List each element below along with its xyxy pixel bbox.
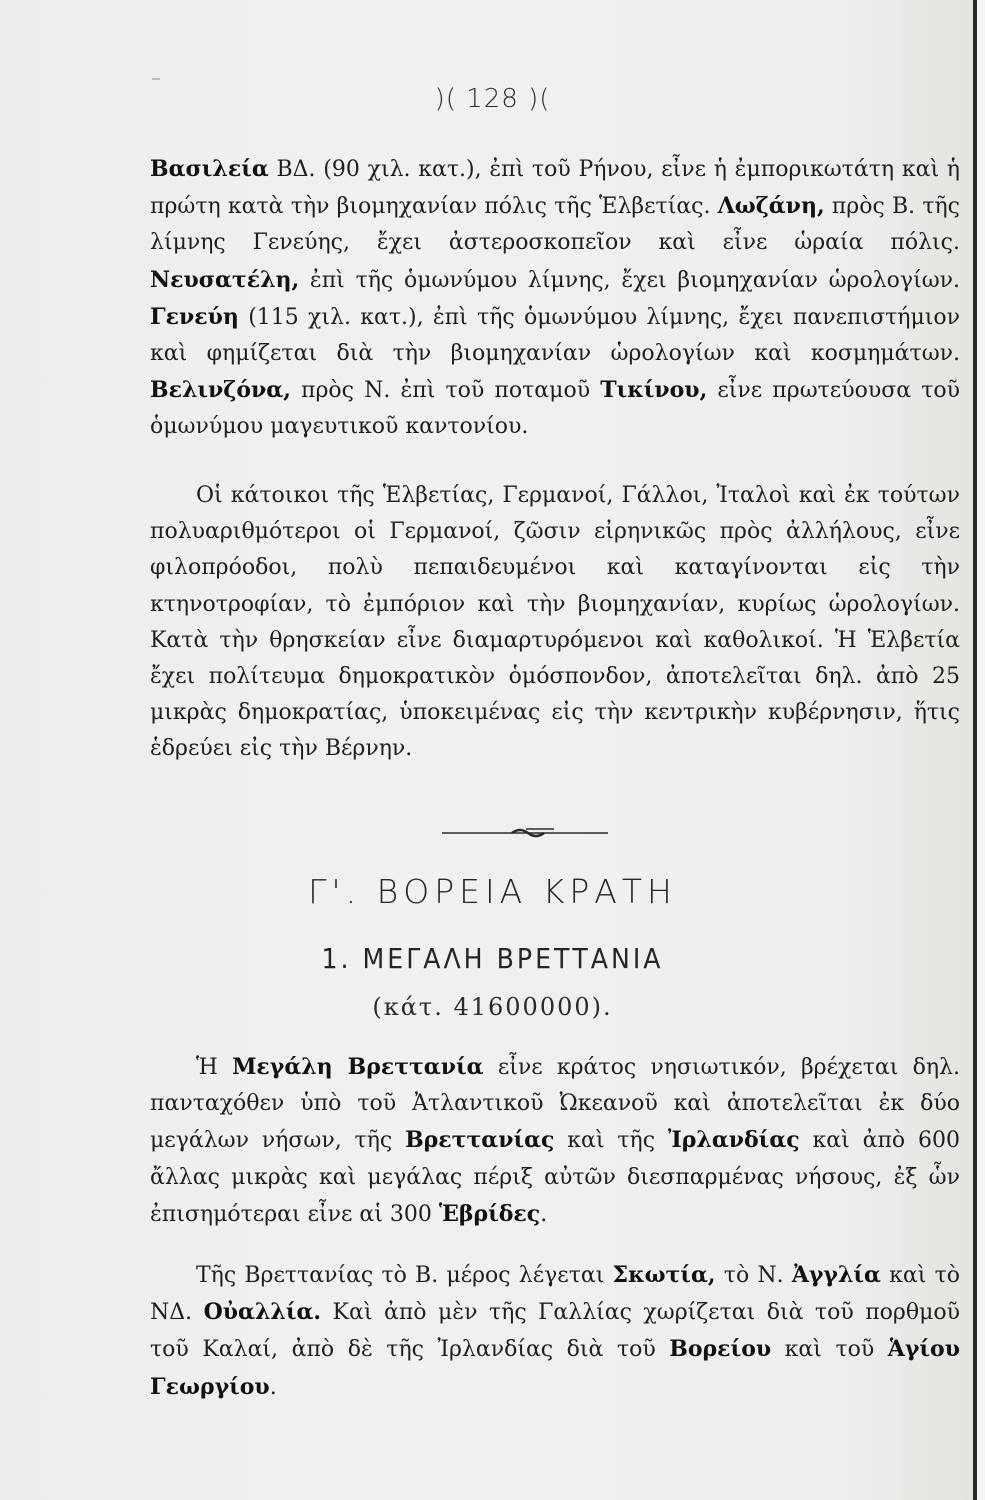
print-mark	[152, 78, 160, 80]
britain-regions-paragraph: Τῆς Βρεττανίας τὸ Β. μέρος λέγεται Σκωτία, τὸ Ν. Ἀγγλία καὶ τὸ ΝΔ. Οὐαλλία. Καὶ ἀπὸ μὲν τῆς Γαλλίας χωρίζεται διὰ τοῦ πορθμοῦ τοῦ Καλαί, ἀπὸ δὲ τῆς Ἰρλανδίας διὰ τοῦ Βορείου καὶ τοῦ Ἁγίου Γεωργίου.	[150, 1262, 960, 1400]
city-bellinzona: Βελινζόνα,	[150, 377, 291, 404]
britain-term: Βρεττανίας	[405, 1127, 555, 1154]
great-britain-term: Μεγάλη Βρεττανία	[232, 1054, 484, 1080]
ireland-term: Ἰρλανδίας	[667, 1127, 800, 1154]
switzerland-inhabitants-paragraph: Οἱ κάτοικοι τῆς Ἑλβετίας, Γερμανοί, Γάλλοι, Ἰταλοὶ καὶ ἐκ τούτων πολυαριθμότεροι οἱ Γερμανοί, ζῶσιν εἰρηνικῶς πρὸς ἀλλήλους, εἶνε φιλοπρόοδοι, πολὺ πεπαιδευμένοι καὶ καταγίνονται εἰς τὴν κτηνοτροφίαν, τὸ ἐμπόριον καὶ τὴν βιομηχανίαν, κυρίως ὡρολογίων. Κατὰ τὴν θρησκείαν εἶνε διαμαρτυρόμενοι καὶ καθολικοί. Ἡ Ἑλβετία ἔχει πολίτευμα δημοκρατικὸν ὁμόσπονδον, ἀποτελεῖται δηλ. ἀπὸ 25 μικρὰς δημοκρατίας, ὑποκειμένας εἰς τὴν κεντρικὴν κυβέρνησιν, ἥτις ἑδρεύει εἰς τὴν Βέρνην.	[150, 483, 960, 762]
city-neuchatel: Νευσατέλη,	[150, 266, 300, 293]
river-ticino: Τικίνου,	[600, 377, 708, 404]
wales-term: Οὐαλλία.	[203, 1299, 322, 1326]
city-basel: Βασιλεία	[150, 156, 269, 182]
city-lausanne: Λωζάνη,	[717, 193, 825, 220]
section-title: Γ'. ΒΟΡΕΙΑ ΚΡΑΤΗ	[308, 872, 677, 911]
st-george-channel-term: Ἁγίου Γεωργίου	[150, 1336, 960, 1400]
section-divider-ornament	[442, 825, 608, 839]
page-margin	[977, 0, 985, 1500]
england-term: Ἀγγλία	[791, 1262, 881, 1288]
great-britain-paragraph: Ἡ Μεγάλη Βρεττανία εἶνε κράτος νησιωτικόν, βρέχεται δηλ. πανταχόθεν ὑπὸ τοῦ Ἀτλαντικοῦ Ὠκεανοῦ καὶ ἀποτελεῖται ἐκ δύο μεγάλων νήσων, τῆς Βρεττανίας καὶ τῆς Ἰρλανδίας καὶ ἀπὸ 600 ἄλλας μικρὰς καὶ μεγάλας πέριξ αὐτῶν διεσπαρμένας νήσους, ἐξ ὧν ἐπισημότεραι εἶνε αἱ 300 Ἑβρίδες.	[150, 1054, 960, 1227]
north-channel-term: Βορείου	[669, 1336, 772, 1363]
switzerland-cities-paragraph: Βασιλεία ΒΔ. (90 χιλ. κατ.), ἐπὶ τοῦ Ρήνου, εἶνε ἡ ἐμπορικωτάτη καὶ ἡ πρώτη κατὰ τὴν βιομηχανίαν πόλις τῆς Ἑλβετίας. Λωζάνη, πρὸς Β. τῆς λίμνης Γενεύης, ἔχει ἀστεροσκοπεῖον καὶ εἶνε ὡραία πόλις. Νευσατέλη, ἐπὶ τῆς ὁμωνύμου λίμνης, ἔχει βιομηχανίαν ὡρολογίων. Γενεύη (115 χιλ. κατ.), ἐπὶ τῆς ὁμωνύμου λίμνης, ἔχει πανεπιστήμιον καὶ φημίζεται διὰ τὴν βιομηχανίαν ὡρολογίων καὶ κοσμημάτων. Βελινζόνα, πρὸς Ν. ἐπὶ τοῦ ποταμοῦ Τικίνου, εἶνε πρωτεύουσα τοῦ ὁμωνύμου μαγευτικοῦ καντονίου.	[150, 156, 960, 440]
page-number-header: )( 128 )(	[434, 84, 551, 114]
population-note: (κάτ. 41600000).	[372, 993, 613, 1021]
subsection-title: 1. ΜΕΓΑΛΗ ΒΡΕΤΤΑΝΙΑ	[321, 942, 664, 975]
hebrides-term: Ἑβρίδες	[438, 1200, 541, 1227]
city-geneva: Γενεύη	[150, 303, 239, 330]
scotland-term: Σκωτία,	[612, 1262, 716, 1288]
